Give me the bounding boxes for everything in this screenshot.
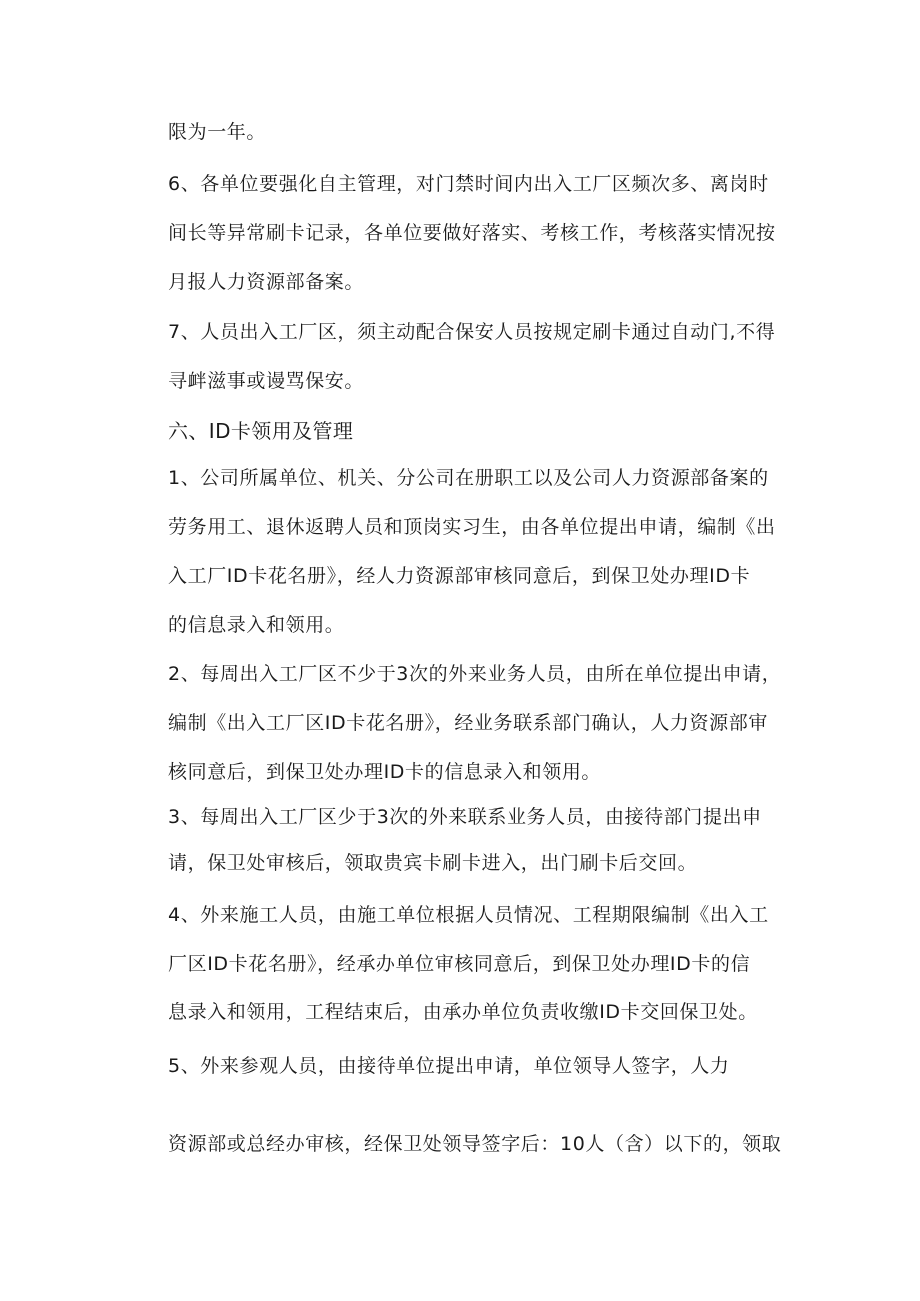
text-line: 核同意后，到保卫处办理ID卡的信息录入和领用。: [168, 761, 602, 783]
text-line: 间长等异常刷卡记录，各单位要做好落实、考核工作，考核落实情况按: [168, 222, 776, 244]
text-line: 月报人力资源部备案。: [168, 271, 365, 293]
text-line: 资源部或总经办审核，经保卫处领导签字后：10人（含）以下的，领取: [168, 1133, 782, 1155]
text-line: 入工厂ID卡花名册》，经人力资源部审核同意后，到保卫处办理ID卡: [168, 565, 751, 587]
text-line: 寻衅滋事或谩骂保安。: [168, 370, 365, 392]
text-line: 2、每周出入工厂区不少于3次的外来业务人员，由所在单位提出申请，: [168, 663, 782, 685]
text-line: 5、外来参观人员，由接待单位提出申请，单位领导人签字，人力: [168, 1055, 730, 1077]
text-line: 6、各单位要强化自主管理，对门禁时间内出入工厂区频次多、离岗时: [168, 173, 769, 195]
text-line: 劳务用工、退休返聘人员和顶岗实习生，由各单位提出申请，编制《出: [168, 516, 776, 538]
section-heading: 六、ID卡领用及管理: [168, 419, 354, 443]
text-line: 的信息录入和领用。: [168, 614, 345, 636]
text-line: 1、公司所属单位、机关、分公司在册职工以及公司人力资源部备案的: [168, 467, 769, 489]
text-line: 请，保卫处审核后，领取贵宾卡刷卡进入，出门刷卡后交回。: [168, 852, 698, 874]
text-line: 限为一年。: [168, 121, 267, 143]
text-line: 息录入和领用，工程结束后，由承办单位负责收缴ID卡交回保卫处。: [168, 1001, 758, 1023]
text-line: 厂区ID卡花名册》，经承办单位审核同意后，到保卫处办理ID卡的信: [168, 953, 751, 975]
text-line: 编制《出入工厂区ID卡花名册》，经业务联系部门确认，人力资源部审: [168, 712, 768, 734]
text-line: 3、每周出入工厂区少于3次的外来联系业务人员，由接待部门提出申: [168, 806, 762, 828]
text-line: 7、人员出入工厂区，须主动配合保安人员按规定刷卡通过自动门,不得: [168, 321, 776, 343]
text-line: 4、外来施工人员，由施工单位根据人员情况、工程期限编制《出入工: [168, 904, 769, 926]
